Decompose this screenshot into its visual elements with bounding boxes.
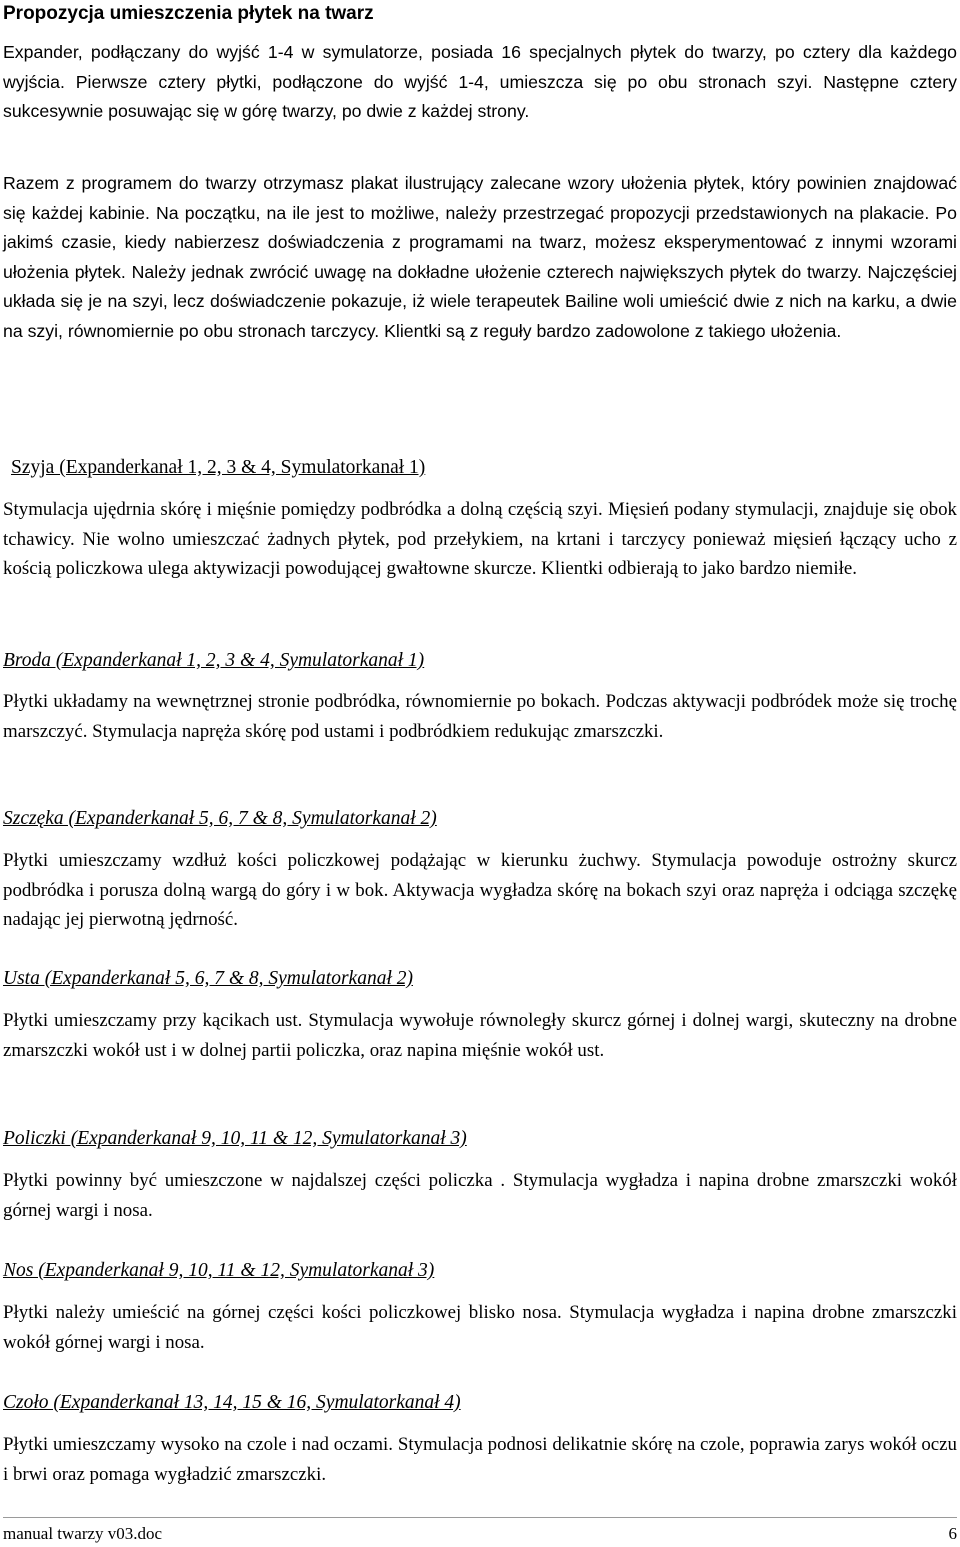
section-heading-nos: Nos (Expanderkanał 9, 10, 11 & 12, Symulatorkanał 3) — [3, 1260, 435, 1281]
section-heading-broda: Broda (Expanderkanał 1, 2, 3 & 4, Symulatorkanał 1) — [3, 650, 425, 671]
section-text-policzki: Płytki powinny być umieszczone w najdalszej części policzka . Stymulacja wygładza i napina drobne zmarszczki wokół górnej wargi i nosa. — [3, 1170, 957, 1221]
section-text-usta: Płytki umieszczamy przy kącikach ust. Stymulacja wywołuje równoległy skurcz górnej i dolnej wargi, skuteczny na drobne zmarszczki wokół ust i w dolnej partii policzka, oraz napina mięśnie wokół ust. — [3, 1010, 957, 1061]
footer-filename: manual twarzy v03.doc — [3, 1524, 163, 1543]
section-text-nos: Płytki należy umieścić na górnej części kości policzkowej blisko nosa. Stymulacja wygładza i napina drobne zmarszczki wokół górnej wargi i nosa. — [3, 1302, 957, 1353]
section-heading-policzki: Policzki (Expanderkanał 9, 10, 11 & 12, Symulatorkanał 3) — [3, 1128, 467, 1149]
section-heading-usta: Usta (Expanderkanał 5, 6, 7 & 8, Symulatorkanał 2) — [3, 968, 413, 989]
section-heading-szyja: Szyja (Expanderkanał 1, 2, 3 & 4, Symulatorkanał 1) — [11, 457, 426, 478]
footer-page-number: 6 — [948, 1524, 957, 1543]
intro-paragraph-1: Expander, podłączany do wyjść 1-4 w symulatorze, posiada 16 specjalnych płytek do twarzy, po cztery dla każdego wyjścia. Pierwsze cztery płytki, podłączone do wyjść 1-4, umieszcza się po obu stronach szyi. Następne cztery sukcesywnie posuwając się w górę twarzy, po dwie z każdej strony. — [3, 42, 957, 121]
footer-divider — [3, 1517, 957, 1518]
section-text-szyja: Stymulacja ujędrnia skórę i mięśnie pomiędzy podbródka a dolną częścią szyi. Mięsień podany stymulacji, znajduje się obok tchawicy. Nie wolno umieszczać żadnych płytek, pod przełykiem, na krtani i tarczycy ponieważ mięsień łączący ucho z kością policzkowa ulega aktywizacji powodującej gwałtowne skurcze. Klientki odbierają to jako bardzo niemiłe. — [3, 499, 957, 579]
section-text-czolo: Płytki umieszczamy wysoko na czole i nad oczami. Stymulacja podnosi delikatnie skórę na czole, poprawia zarys wokół oczu i brwi oraz pomaga wygładzić zmarszczki. — [3, 1434, 957, 1485]
section-heading-czolo: Czoło (Expanderkanał 13, 14, 15 & 16, Symulatorkanał 4) — [3, 1392, 461, 1413]
section-text-broda: Płytki układamy na wewnętrznej stronie podbródka, równomiernie po bokach. Podczas aktywacji podbródek może się trochę marszczyć. Stymulacja napręża skórę pod ustami i podbródkiem redukując zmarszczki. — [3, 691, 957, 742]
section-text-szczeka: Płytki umieszczamy wzdłuż kości policzkowej podążając w kierunku żuchwy. Stymulacja powoduje ostrożny skurcz podbródka i porusza dolną wargą do góry i w bok. Aktywacja wygładza skórę na bokach szyi oraz napręża i odciąga szczękę nadając jej pierwotną jędrność. — [3, 850, 957, 930]
intro-paragraph-2: Razem z programem do twarzy otrzymasz plakat ilustrujący zalecane wzory ułożenia płytek, który powinien znajdować się każdej kabinie. Na początku, na ile jest to możliwe, należy przestrzegać propozycji przedstawionych na plakacie. Po jakimś czasie, kiedy nabierzesz doświadczenia z programami na twarz, możesz eksperymentować z innymi wzorami ułożenia płytek. Należy jednak zwrócić uwagę na dokładne ułożenie czterech największych płytek do twarzy. Najczęściej układa się je na szyi, lecz doświadczenie pokazuje, iż wiele terapeutek Bailine woli umieścić dwie z nich na karku, a dwie na szyi, równomiernie po obu stronach tarczycy. Klientki są z reguły bardzo zadowolone z takiego ułożenia. — [3, 173, 957, 341]
page-title: Propozycja umieszczenia płytek na twarz — [3, 3, 374, 24]
section-heading-szczeka: Szczęka (Expanderkanał 5, 6, 7 & 8, Symulatorkanał 2) — [3, 808, 437, 829]
